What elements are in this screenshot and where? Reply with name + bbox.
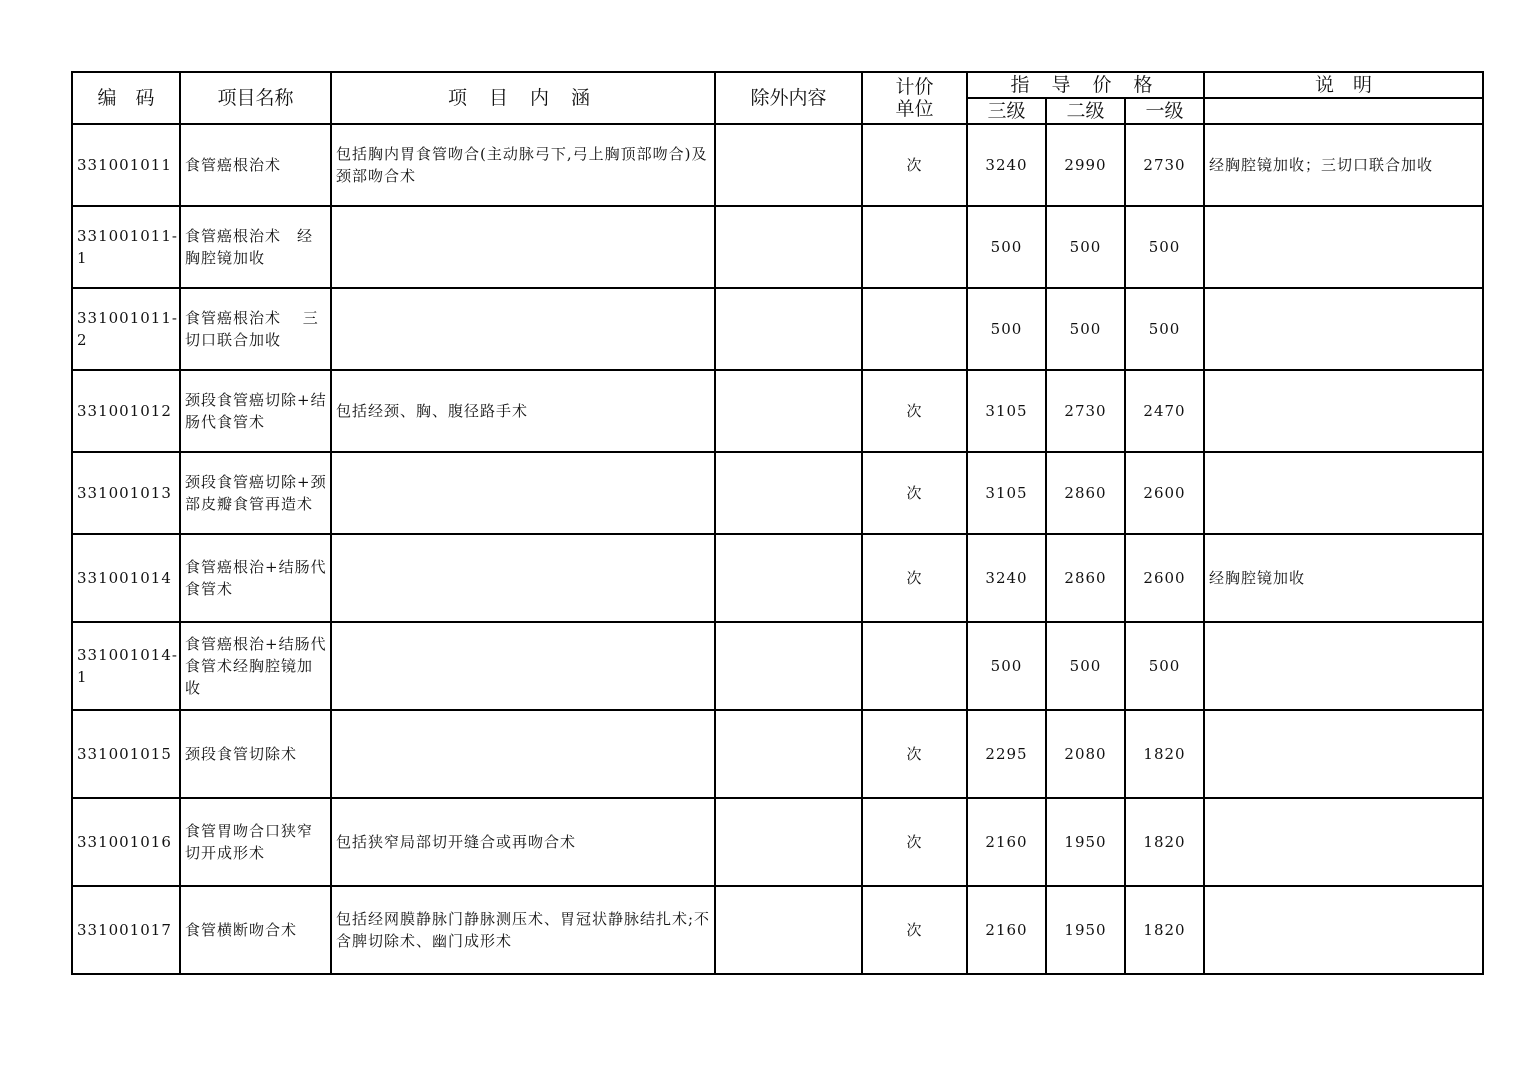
table-row (72, 622, 1483, 710)
cell-price-level1: 2600 (1125, 452, 1204, 534)
cell-name: 食管癌根治+结肠代食管术经胸腔镜加收 (180, 622, 331, 710)
cell-price-level3: 2160 (967, 798, 1046, 886)
header-level1: 一级 (1125, 98, 1204, 124)
cell-unit: 次 (862, 452, 967, 534)
cell-content: 包括经网膜静脉门静脉测压术、胃冠状静脉结扎术;不含脾切除术、幽门成形术 (331, 886, 715, 974)
cell-exclusion (715, 534, 862, 622)
cell-code: 331001017 (72, 886, 180, 974)
table-row (72, 710, 1483, 798)
cell-price-level2: 2730 (1046, 370, 1125, 452)
cell-name: 颈段食管癌切除+颈部皮瓣食管再造术 (180, 452, 331, 534)
cell-price-level1: 2730 (1125, 124, 1204, 206)
cell-unit: 次 (862, 710, 967, 798)
cell-price-level3: 500 (967, 288, 1046, 370)
cell-price-level2: 500 (1046, 206, 1125, 288)
cell-code: 331001011-1 (72, 206, 180, 288)
cell-exclusion (715, 622, 862, 710)
table-row (72, 452, 1483, 534)
cell-note (1204, 206, 1483, 288)
table-row (72, 370, 1483, 452)
cell-price-level3: 2295 (967, 710, 1046, 798)
cell-unit: 次 (862, 798, 967, 886)
table-row (72, 288, 1483, 370)
cell-exclusion (715, 370, 862, 452)
cell-price-level2: 2860 (1046, 452, 1125, 534)
cell-price-level2: 1950 (1046, 798, 1125, 886)
cell-content (331, 622, 715, 710)
cell-name: 食管横断吻合术 (180, 886, 331, 974)
cell-content (331, 534, 715, 622)
cell-content (331, 206, 715, 288)
cell-code: 331001011 (72, 124, 180, 206)
cell-code: 331001016 (72, 798, 180, 886)
cell-code: 331001013 (72, 452, 180, 534)
cell-name: 食管胃吻合口狭窄切开成形术 (180, 798, 331, 886)
cell-price-level1: 2600 (1125, 534, 1204, 622)
table-row (72, 206, 1483, 288)
cell-content: 包括经颈、胸、腹径路手术 (331, 370, 715, 452)
cell-price-level1: 1820 (1125, 886, 1204, 974)
cell-price-level1: 1820 (1125, 710, 1204, 798)
header-name: 项目名称 (180, 72, 331, 124)
cell-price-level2: 500 (1046, 622, 1125, 710)
header-level2: 二级 (1046, 98, 1125, 124)
cell-note (1204, 886, 1483, 974)
header-code: 编 码 (72, 72, 180, 124)
cell-name: 食管癌根治术 经胸腔镜加收 (180, 206, 331, 288)
cell-unit: 次 (862, 534, 967, 622)
cell-note (1204, 452, 1483, 534)
header-note: 说 明 (1204, 72, 1483, 98)
cell-price-level3: 3105 (967, 370, 1046, 452)
cell-unit: 次 (862, 886, 967, 974)
cell-exclusion (715, 124, 862, 206)
cell-content: 包括狭窄局部切开缝合或再吻合术 (331, 798, 715, 886)
cell-price-level1: 500 (1125, 622, 1204, 710)
cell-exclusion (715, 288, 862, 370)
cell-price-level3: 500 (967, 622, 1046, 710)
cell-exclusion (715, 206, 862, 288)
cell-exclusion (715, 710, 862, 798)
cell-content (331, 288, 715, 370)
cell-price-level1: 500 (1125, 206, 1204, 288)
table-row (72, 534, 1483, 622)
header-guide-price: 指 导 价 格 (967, 72, 1204, 98)
cell-exclusion (715, 798, 862, 886)
cell-name: 食管癌根治术 三切口联合加收 (180, 288, 331, 370)
cell-price-level1: 500 (1125, 288, 1204, 370)
cell-price-level2: 500 (1046, 288, 1125, 370)
cell-price-level3: 3105 (967, 452, 1046, 534)
cell-code: 331001014 (72, 534, 180, 622)
cell-price-level1: 2470 (1125, 370, 1204, 452)
cell-note (1204, 798, 1483, 886)
header-level3: 三级 (967, 98, 1046, 124)
cell-price-level3: 3240 (967, 124, 1046, 206)
cell-note (1204, 622, 1483, 710)
cell-content (331, 710, 715, 798)
header-unit: 计价单位 (862, 72, 967, 124)
header-exclusion: 除外内容 (715, 72, 862, 124)
cell-name: 食管癌根治术 (180, 124, 331, 206)
cell-code: 331001011-2 (72, 288, 180, 370)
cell-code: 331001014-1 (72, 622, 180, 710)
table-row (72, 798, 1483, 886)
cell-unit: 次 (862, 370, 967, 452)
cell-unit: 次 (862, 124, 967, 206)
cell-unit (862, 622, 967, 710)
cell-price-level3: 2160 (967, 886, 1046, 974)
cell-note (1204, 370, 1483, 452)
cell-name: 颈段食管癌切除+结肠代食管术 (180, 370, 331, 452)
cell-unit (862, 206, 967, 288)
cell-price-level1: 1820 (1125, 798, 1204, 886)
cell-note: 经胸腔镜加收；三切口联合加收 (1204, 124, 1483, 206)
cell-exclusion (715, 452, 862, 534)
cell-content (331, 452, 715, 534)
price-table (71, 71, 1484, 975)
table-row (72, 124, 1483, 206)
cell-unit (862, 288, 967, 370)
cell-code: 331001015 (72, 710, 180, 798)
cell-exclusion (715, 886, 862, 974)
table-row (72, 886, 1483, 974)
cell-note: 经胸腔镜加收 (1204, 534, 1483, 622)
header-content: 项 目 内 涵 (331, 72, 715, 124)
header-note-blank (1204, 98, 1483, 124)
cell-note (1204, 710, 1483, 798)
cell-content: 包括胸内胃食管吻合(主动脉弓下,弓上胸顶部吻合)及颈部吻合术 (331, 124, 715, 206)
cell-price-level3: 3240 (967, 534, 1046, 622)
cell-note (1204, 288, 1483, 370)
cell-price-level3: 500 (967, 206, 1046, 288)
cell-code: 331001012 (72, 370, 180, 452)
cell-name: 颈段食管切除术 (180, 710, 331, 798)
cell-price-level2: 1950 (1046, 886, 1125, 974)
cell-name: 食管癌根治+结肠代食管术 (180, 534, 331, 622)
cell-price-level2: 2990 (1046, 124, 1125, 206)
cell-price-level2: 2860 (1046, 534, 1125, 622)
cell-price-level2: 2080 (1046, 710, 1125, 798)
